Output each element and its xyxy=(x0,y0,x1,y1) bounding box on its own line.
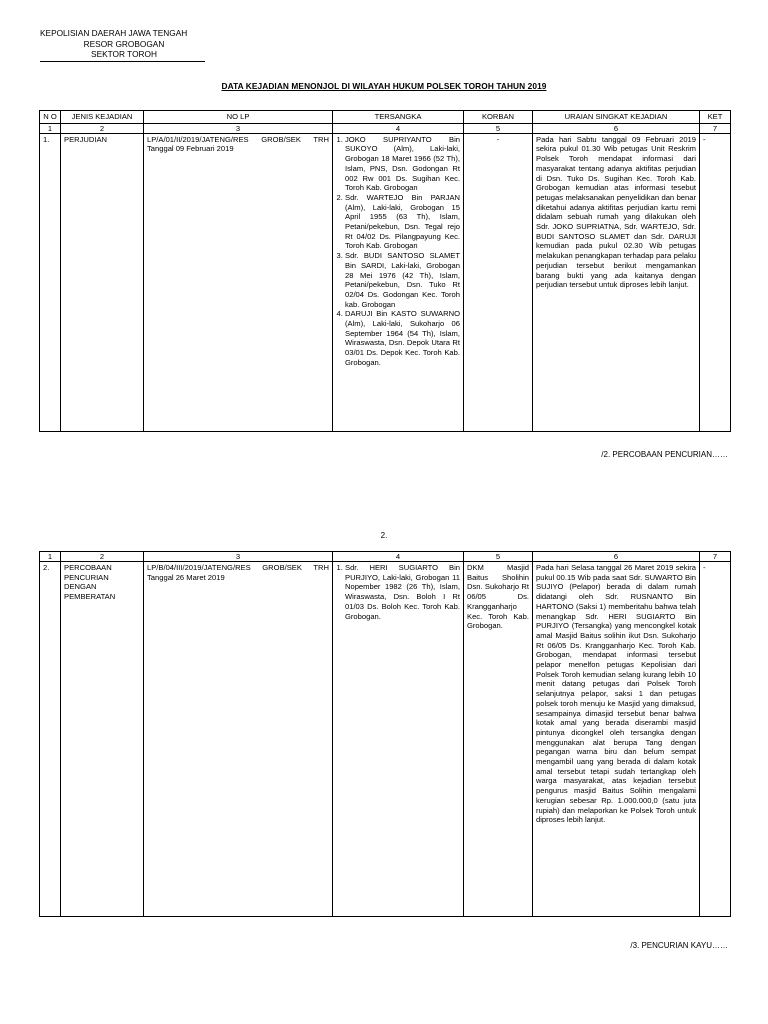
row-no: 1. xyxy=(40,133,61,431)
col-number: 2 xyxy=(61,123,144,133)
col-header-tersangka: TERSANGKA xyxy=(333,111,464,124)
continuation-note: /2. PERCOBAAN PENCURIAN…… xyxy=(601,450,728,459)
row-nolp: LP/A/01/II/2019/JATENG/RES GROB/SEK TRH Tanggal 09 Februari 2019 xyxy=(144,133,333,431)
row-jenis: PERJUDIAN xyxy=(61,133,144,431)
row-ket: - xyxy=(700,133,731,431)
header-line-2: RESOR GROBOGAN xyxy=(83,38,165,49)
col-header-korban: KORBAN xyxy=(464,111,533,124)
col-header-uraian: URAIAN SINGKAT KEJADIAN xyxy=(533,111,700,124)
row-uraian: Pada hari Selasa tanggal 26 Maret 2019 sekira pukul 00.15 Wib pada saat Sdr. SUWARTO Bin SUJIYO (Pelapor) berada di dalam rumah didatangi oleh Sdr. RUSNANTO Bin HARTONO (Saksi 1) memberitahu bahwa telah menangkap Sdr. HERI SUGIARTO Bin PURJIYO (Tersangka) yang mencongkel kotak amal Masjid Baitus solihin ikut Dsn. Sukoharjo Rt 06/05 Ds. Krangganharjo Kec. Toroh Kab. Grobogan, mendapat informasi tersebut pelapor menelfon petugas Kepolisian dari Polsek Toroh kemudian selang kurang lebih 10 menit datang petugas dari Polsek Toroh selanjutnya pelapor, saksi 1 dan petugas polsek toroh menuju ke Masjid yang dimaksud, sesampainya dimasjid tersebut benar bahwa kotak amal yang berada diserambi masjid pintunya dicongkel oleh tersangka dengan menggunakan alat berupa Tang dengan pegangan warna biru dan belum sempat mengambil uang yang berada di dalam kotak amal tersebut tetapi sudah tertangkap oleh warga masyarakat, atas kejadian tersebut pengurus masjid Baitus Solihin mengalami kerugian sebesar Rp. 1.000.000,0 (satu juta rupiah) dan melaporkan ke Polsek Toroh untuk diproses lebih lanjut. xyxy=(533,562,700,917)
col-number: 1 xyxy=(40,552,61,562)
col-number: 7 xyxy=(700,552,731,562)
col-header-jenis: JENIS KEJADIAN xyxy=(61,111,144,124)
tersangka-item: 1. Sdr. HERI SUGIARTO Bin PURJIYO, Laki-laki, Grobogan 11 Nopember 1982 (26 Th), Islam, Wiraswasta, Dsn. Boloh I Rt 01/03 Ds. Boloh Kec. Toroh Kab. Grobogan. xyxy=(345,563,460,621)
tersangka-list xyxy=(336,563,460,621)
col-header-ket: KET xyxy=(700,111,731,124)
row-uraian: Pada hari Sabtu tanggal 09 Februari 2019 sekira pukul 01.30 Wib petugas Unit Reskrim Polsek Toroh mendapat informasi dari masyarakat tentang adanya aktifitas perjudian di Dsn. Tuko Ds. Sugihan Kec. Toroh Kab. Grobogan kemudian atas informasi tesebut petugas melaksanakan penyelidikan dan benar diketahui adanya aktifitas perjudian kartu remi didalam sebuah rumah yang dilakukan oleh Sdr. JOKO SUPRIATNA, Sdr. WARTEJO, Sdr. BUDI SANTOSO SLAMET dan Sdr. DARUJI kemudian pada pukul 02.30 Wib petugas melakukan penangkapan terhadap para pelaku perjudian tersebut berikut mengamankan barang bukti yang ada kaitanya dengan perjudian tersebut untuk diproses lebih lanjut. xyxy=(533,133,700,431)
document-header xyxy=(40,28,208,60)
col-number: 4 xyxy=(333,552,464,562)
header-line-1: KEPOLISIAN DAERAH JAWA TENGAH xyxy=(40,28,188,38)
tersangka-item: 3. Sdr. BUDI SANTOSO SLAMET Bin SARDI, Laki-laki, Grobogan 28 Mei 1976 (42 Th), Islam, Petani/pekebun, Dsn. Tuko Rt 02/04 Ds. Godongan Kec. Toroh kab. Grobogan xyxy=(345,251,460,309)
col-number: 2 xyxy=(61,552,144,562)
continuation-note: /3. PENCURIAN KAYU…… xyxy=(630,941,728,950)
incident-table-page-1 xyxy=(39,110,731,432)
header-line-3: SEKTOR TOROH xyxy=(91,49,157,59)
row-korban: - xyxy=(464,133,533,431)
table-row xyxy=(40,133,731,431)
row-tersangka xyxy=(333,562,464,917)
row-no: 2. xyxy=(40,562,61,917)
table-row xyxy=(40,562,731,917)
col-number: 6 xyxy=(533,123,700,133)
row-tersangka xyxy=(333,133,464,431)
col-header-nolp: NO LP xyxy=(144,111,333,124)
row-korban: DKM Masjid Baitus Sholihin Dsn. Sukoharjo Rt 06/05 Ds. Krangganharjo Kec. Toroh Kab. Grobogan. xyxy=(464,562,533,917)
incident-table-page-2 xyxy=(39,551,731,917)
col-number: 5 xyxy=(464,552,533,562)
tersangka-item: 1. JOKO SUPRIYANTO Bin SUKOYO (Alm), Laki-laki, Grobogan 18 Maret 1966 (52 Th), Islam, PNS, Dsn. Godongan Rt 002 Rw 001 Ds. Sugihan Kec. Toroh Kab. Grobogan xyxy=(345,135,460,193)
col-number: 7 xyxy=(700,123,731,133)
header-underline xyxy=(40,61,205,62)
table-header-row xyxy=(40,111,731,124)
col-number: 1 xyxy=(40,123,61,133)
row-ket: - xyxy=(700,562,731,917)
column-number-row xyxy=(40,123,731,133)
col-number: 6 xyxy=(533,552,700,562)
col-number: 5 xyxy=(464,123,533,133)
row-nolp: LP/B/04/III/2019/JATENG/RES GROB/SEK TRH Tanggal 26 Maret 2019 xyxy=(144,562,333,917)
row-jenis: PERCOBAAN PENCURIAN DENGAN PEMBERATAN xyxy=(61,562,144,917)
page-number: 2. xyxy=(380,531,388,540)
col-header-no: N O xyxy=(40,111,61,124)
tersangka-item: 4. DARUJI Bin KASTO SUWARNO (Alm), Laki-laki, Sukoharjo 06 September 1964 (54 Th), Islam, Wiraswasta, Dsn. Depok Utara Rt 03/01 Ds. Depok Kec. Toroh Kab. Grobogan. xyxy=(345,309,460,367)
tersangka-item: 2. Sdr. WARTEJO Bin PARJAN (Alm), Laki-laki, Grobogan 15 April 1955 (63 Th), Islam, Petani/pekebun, Dsn. Tegal rejo Rt 04/02 Ds. Pilangpayung Kec. Toroh Kab. Grobogan xyxy=(345,193,460,251)
column-number-row xyxy=(40,552,731,562)
col-number: 3 xyxy=(144,552,333,562)
col-number: 3 xyxy=(144,123,333,133)
col-number: 4 xyxy=(333,123,464,133)
tersangka-list xyxy=(336,135,460,368)
document-title: DATA KEJADIAN MENONJOL DI WILAYAH HUKUM POLSEK TOROH TAHUN 2019 xyxy=(221,81,547,91)
